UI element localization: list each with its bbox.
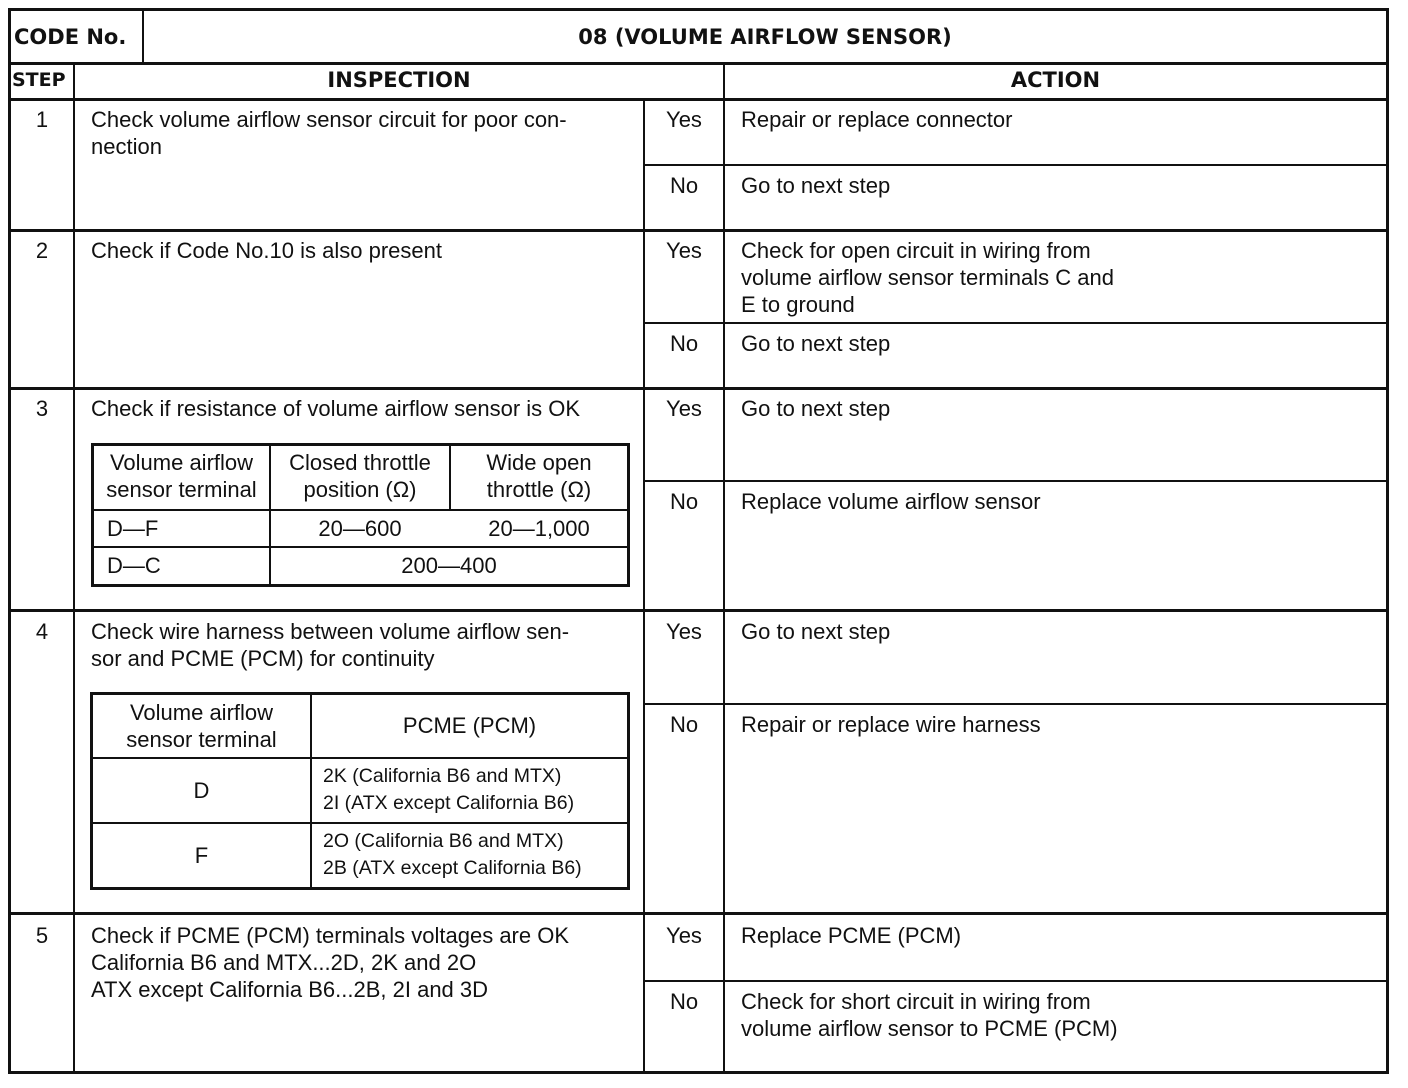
yes-label: Yes xyxy=(666,238,702,263)
inspection-text: ATX except California B6...2B, 2I and 3D xyxy=(91,977,489,1002)
step-number: 3 xyxy=(35,396,49,421)
table-cell: 2B (ATX except California B6) xyxy=(323,857,582,879)
table-cell: 20—1,000 xyxy=(488,516,590,541)
no-label: No xyxy=(669,712,699,737)
no-label: No xyxy=(669,173,699,198)
yes-action: Check for open circuit in wiring from xyxy=(741,238,1091,263)
yes-action: volume airflow sensor terminals C and xyxy=(741,265,1114,290)
table-cell: 2I (ATX except California B6) xyxy=(323,792,575,814)
yes-label: Yes xyxy=(666,396,702,421)
column-header: Closed throttle xyxy=(289,450,431,475)
yes-action: E to ground xyxy=(741,292,855,317)
yes-label: Yes xyxy=(666,107,702,132)
yes-action: Repair or replace connector xyxy=(741,107,1013,132)
no-action: Check for short circuit in wiring from xyxy=(741,989,1091,1014)
step-number: 2 xyxy=(35,238,49,263)
no-action: Go to next step xyxy=(741,331,891,356)
inspection-text: nection xyxy=(91,134,162,159)
code-label: CODE No. xyxy=(14,25,127,49)
column-header: Volume airflow xyxy=(109,450,254,475)
column-header: PCME (PCM) xyxy=(402,713,537,738)
no-action: volume airflow sensor to PCME (PCM) xyxy=(741,1016,1118,1041)
step-header: STEP xyxy=(12,69,66,91)
inspection-text: Check if resistance of volume airflow sensor is OK xyxy=(91,396,581,421)
action-header: ACTION xyxy=(1010,68,1101,92)
table-cell: D xyxy=(193,778,210,803)
table-cell: 2O (California B6 and MTX) xyxy=(323,830,564,852)
yes-label: Yes xyxy=(666,619,702,644)
step-number: 5 xyxy=(35,923,49,948)
column-header: sensor terminal xyxy=(126,727,277,752)
inspection-text: Check if PCME (PCM) terminals voltages are OK xyxy=(91,923,570,948)
yes-action: Go to next step xyxy=(741,619,891,644)
yes-action: Go to next step xyxy=(741,396,891,421)
no-label: No xyxy=(669,989,699,1014)
table-cell: F xyxy=(194,843,209,868)
inspection-text: Check if Code No.10 is also present xyxy=(91,238,442,263)
table-cell: D—F xyxy=(107,516,159,541)
yes-label: Yes xyxy=(666,923,702,948)
no-label: No xyxy=(669,331,699,356)
column-header: Volume airflow xyxy=(129,700,274,725)
no-action: Repair or replace wire harness xyxy=(741,712,1041,737)
yes-action: Replace PCME (PCM) xyxy=(741,923,962,948)
no-label: No xyxy=(669,489,699,514)
step-number: 1 xyxy=(35,107,49,132)
inspection-text: California B6 and MTX...2D, 2K and 2O xyxy=(91,950,477,975)
table-cell: D—C xyxy=(107,553,161,578)
table-cell: 20—600 xyxy=(318,516,402,541)
table-cell: 200—400 xyxy=(401,553,497,578)
inspection-text: Check wire harness between volume airflow sen- xyxy=(91,619,570,644)
column-header: position (Ω) xyxy=(303,477,417,502)
inspection-text: sor and PCME (PCM) for continuity xyxy=(91,646,435,671)
step-number: 4 xyxy=(35,619,49,644)
inspection-text: Check volume airflow sensor circuit for poor con- xyxy=(91,107,567,132)
code-title: 08 (VOLUME AIRFLOW SENSOR) xyxy=(578,25,952,49)
column-header: sensor terminal xyxy=(106,477,257,502)
inspection-header: INSPECTION xyxy=(327,68,471,92)
no-action: Go to next step xyxy=(741,173,891,198)
column-header: Wide open xyxy=(486,450,592,475)
table-cell: 2K (California B6 and MTX) xyxy=(323,765,562,787)
no-action: Replace volume airflow sensor xyxy=(741,489,1041,514)
column-header: throttle (Ω) xyxy=(486,477,592,502)
